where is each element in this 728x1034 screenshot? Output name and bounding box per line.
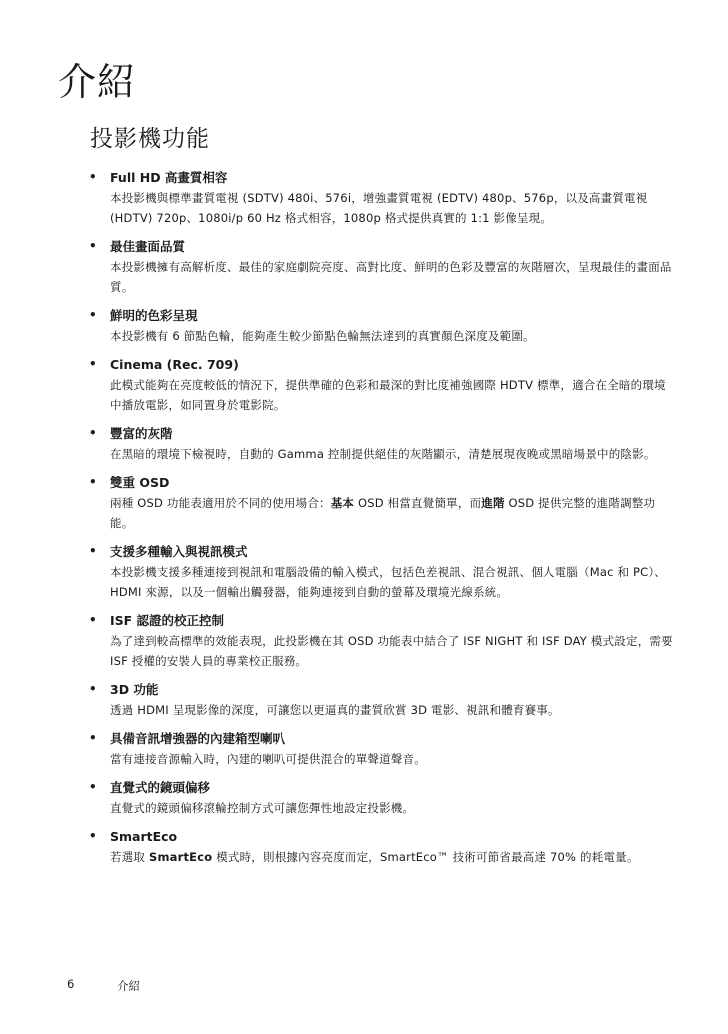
bullet-icon: • bbox=[89, 426, 97, 440]
feature-heading: ISF 認證的校正控制 bbox=[110, 613, 225, 628]
bullet-icon: • bbox=[89, 780, 97, 794]
feature-picture-quality bbox=[0, 236, 728, 297]
feature-heading: Full HD 高畫質相容 bbox=[110, 170, 228, 185]
feature-description: 直覺式的鏡頭偏移滾輪控制方式可讓您彈性地設定投影機。 bbox=[110, 801, 415, 815]
feature-description: 當有連接音源輸入時，內建的喇叭可提供混合的單聲道聲音。 bbox=[110, 752, 426, 766]
section-title: 投影機功能 bbox=[90, 126, 210, 152]
feature-description: 為了達到較高標準的效能表現，此投影機在其 OSD 功能表中結合了 ISF NIGHT 和 ISF DAY 模式設定，需要 ISF 授權的安裝人員的專業校正服務。 bbox=[110, 634, 673, 668]
bullet-icon: • bbox=[89, 170, 97, 184]
feature-3d bbox=[0, 679, 728, 720]
feature-description bbox=[110, 847, 676, 867]
feature-heading: 直覺式的鏡頭偏移 bbox=[110, 780, 211, 795]
feature-list bbox=[0, 167, 728, 875]
feature-heading: 豐富的灰階 bbox=[110, 426, 173, 441]
feature-heading: 鮮明的色彩呈現 bbox=[110, 308, 198, 323]
description-text: 兩種 OSD 功能表適用於不同的使用場合： bbox=[110, 496, 331, 510]
feature-heading: 最佳畫面品質 bbox=[110, 239, 186, 254]
feature-heading: Cinema (Rec. 709) bbox=[110, 357, 239, 372]
description-text: OSD 提供完整的進階調整功能。 bbox=[110, 496, 656, 530]
bullet-icon: • bbox=[89, 475, 97, 489]
feature-heading: 雙重 OSD bbox=[110, 475, 170, 490]
feature-cinema-rec709 bbox=[0, 354, 728, 415]
description-text: OSD 相當直覺簡單，而 bbox=[354, 496, 482, 510]
feature-heading: SmartEco bbox=[110, 829, 178, 844]
feature-heading: 支援多種輸入與視訊模式 bbox=[110, 544, 248, 559]
feature-dual-osd bbox=[0, 472, 728, 533]
page-number: 6 bbox=[67, 977, 75, 991]
footer-chapter-label: 介紹 bbox=[117, 979, 140, 993]
feature-description: 本投影機擁有高解析度、最佳的家庭劇院亮度、高對比度、鮮明的色彩及豐富的灰階層次，呈現最佳的畫面品質。 bbox=[110, 260, 672, 294]
bullet-icon: • bbox=[89, 613, 97, 627]
feature-smarteco bbox=[0, 826, 728, 867]
bullet-icon: • bbox=[89, 308, 97, 322]
chapter-title: 介紹 bbox=[58, 60, 137, 104]
feature-vivid-color bbox=[0, 305, 728, 346]
feature-inputs bbox=[0, 541, 728, 602]
feature-description: 在黑暗的環境下檢視時，自動的 Gamma 控制提供絕佳的灰階顯示，清楚展現夜晚或黑暗場景中的陰影。 bbox=[110, 447, 656, 461]
feature-description bbox=[110, 493, 676, 533]
feature-description: 透過 HDMI 呈現影像的深度，可讓您以更逼真的畫質欣賞 3D 電影、視訊和體育賽事。 bbox=[110, 703, 560, 717]
feature-grayscale bbox=[0, 423, 728, 464]
bullet-icon: • bbox=[89, 731, 97, 745]
feature-description: 本投影機有 6 節點色輪，能夠產生較少節點色輪無法達到的真實顏色深度及範圍。 bbox=[110, 329, 535, 343]
bullet-icon: • bbox=[89, 829, 97, 843]
description-emphasis-advanced: 進階 bbox=[481, 496, 505, 510]
bullet-icon: • bbox=[89, 682, 97, 696]
bullet-icon: • bbox=[89, 239, 97, 253]
bullet-icon: • bbox=[89, 357, 97, 371]
description-text: 模式時，則根據內容亮度而定，SmartEco™ 技術可節省最高達 70% 的耗電量。 bbox=[212, 850, 639, 864]
feature-heading: 具備音訊增強器的內建箱型喇叭 bbox=[110, 731, 286, 746]
description-text: 若選取 bbox=[110, 850, 149, 864]
description-emphasis-smarteco: SmartEco bbox=[148, 850, 213, 864]
description-emphasis-basic: 基本 bbox=[330, 496, 355, 510]
feature-description: 本投影機支援多種連接到視訊和電腦設備的輸入模式，包括色差視訊、混合視訊、個人電腦（Mac 和 PC）、HDMI 來源，以及一個輸出觸發器，能夠連接到自動的螢幕及環境光線系統。 bbox=[110, 565, 667, 599]
feature-isf bbox=[0, 610, 728, 671]
feature-speaker bbox=[0, 728, 728, 769]
feature-lens-shift bbox=[0, 777, 728, 818]
bullet-icon: • bbox=[89, 544, 97, 558]
feature-heading: 3D 功能 bbox=[110, 682, 159, 697]
feature-description: 本投影機與標準畫質電視 (SDTV) 480i、576i，增強畫質電視 (EDTV) 480p、576p，以及高畫質電視 (HDTV) 720p、1080i/p 60 Hz 格式相容，1080p 格式提供真實的 1:1 影像呈現。 bbox=[110, 191, 648, 225]
feature-full-hd bbox=[0, 167, 728, 228]
feature-description: 此模式能夠在亮度較低的情況下，提供準確的色彩和最深的對比度補強國際 HDTV 標準，適合在全暗的環境中播放電影，如同置身於電影院。 bbox=[110, 378, 666, 412]
